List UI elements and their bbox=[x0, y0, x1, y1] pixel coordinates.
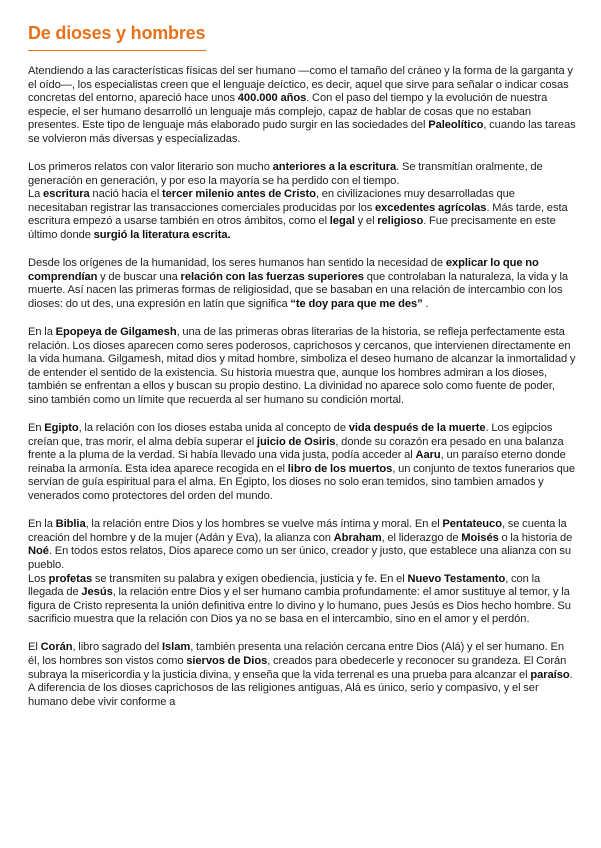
emphasis-text: profetas bbox=[48, 572, 93, 585]
document-page bbox=[28, 22, 576, 724]
emphasis-text: vida después de la muerte bbox=[348, 422, 486, 435]
emphasis-text: siervos de Dios bbox=[186, 654, 268, 667]
emphasis-text: tercer milenio antes de Cristo bbox=[162, 188, 316, 201]
title-underline bbox=[28, 50, 206, 51]
emphasis-text: paraíso bbox=[530, 668, 570, 681]
paragraph-religiosidad bbox=[28, 257, 576, 311]
document-body bbox=[28, 65, 576, 709]
emphasis-text: Paleolítico bbox=[428, 119, 484, 132]
emphasis-text: relación con las fuerzas superiores bbox=[180, 270, 364, 283]
body-text: se transmiten su palabra y exigen obediencia, justicia y fe. En el bbox=[92, 572, 408, 585]
body-text: , cuando las tareas se volvieron más diversas y especializadas. bbox=[28, 119, 576, 145]
body-text: Los primeros relatos con valor literario son mucho bbox=[28, 161, 273, 174]
paragraph-gilgamesh bbox=[28, 326, 576, 408]
body-text: , creados para obedecerle y reconocer su grandeza. El Corán subraya la misericordia y la justicia divina, y enseña que la vida terrenal es una prueba para alcanzar el bbox=[28, 654, 567, 681]
body-text: , la relación entre Dios y los hombres se vuelve más íntima y moral. En el bbox=[85, 518, 443, 531]
emphasis-text: Egipto bbox=[44, 422, 79, 435]
emphasis-text: excedentes agrícolas bbox=[375, 201, 487, 214]
paragraph-egipto bbox=[28, 422, 576, 504]
page-title: De dioses y hombres bbox=[28, 23, 206, 43]
emphasis-text: legal bbox=[329, 215, 355, 228]
emphasis-text: Jesús bbox=[81, 586, 113, 599]
body-text: En la bbox=[28, 518, 56, 531]
emphasis-text: Noé bbox=[28, 545, 49, 558]
emphasis-text: Epopeya de Gilgamesh bbox=[55, 326, 177, 338]
body-text: En bbox=[28, 422, 45, 435]
body-text: nació hacia el bbox=[89, 188, 162, 201]
emphasis-text: explicar lo que no comprendían bbox=[28, 257, 539, 283]
paragraph-escritura bbox=[28, 161, 576, 243]
body-text: , donde su corazón era pesado en una balanza frente a la pluma de la verdad. Si había llevado una vida justa, podía acceder al bbox=[28, 435, 564, 462]
body-text: . Con el paso del tiempo y la evolución de nuestra especie, el ser humano desarrolló un lenguaje más complejo, capaz de hablar de cosas que no estaban presentes. Este tipo de lenguaje más elaborado pudo surgir en las sociedades del bbox=[28, 92, 548, 132]
body-text: Desde los orígenes de la humanidad, los seres humanos han sentido la necesidad de bbox=[28, 257, 446, 270]
body-text: , la relación entre Dios y el ser humano cambia profundamente: el amor sustituye al temor, y la figura de Cristo representa la unión definitiva entre lo divino y lo humano, pues Jesús es Dios hecho hombre. Su sacrificio muestra que la relación con Dios ya no se basa en el intercambio, sino en el amor y el perdón. bbox=[28, 586, 571, 626]
emphasis-text: Pentateuco bbox=[442, 518, 502, 531]
emphasis-text: juicio de Osiris bbox=[256, 435, 336, 448]
emphasis-text: Islam bbox=[161, 641, 191, 654]
body-text: , también presenta una relación cercana entre Dios (Alá) y el ser humano. En él, los hombres son vistos como bbox=[28, 641, 564, 667]
body-text: . A diferencia de los dioses caprichosos de las religiones antiguas, Alá es único, serio y compasivo, y el ser humano debe vivir conforme a bbox=[28, 668, 573, 708]
body-text: , un paraíso eterno donde reinaba la armonía. Esta idea aparece recogida en el bbox=[28, 449, 566, 475]
emphasis-text: Corán bbox=[40, 641, 73, 654]
body-text: , con la llegada de bbox=[28, 572, 541, 599]
emphasis-text: surgió la literatura escrita. bbox=[93, 229, 231, 242]
emphasis-text: Biblia bbox=[55, 518, 86, 531]
emphasis-text: Abraham bbox=[333, 531, 382, 544]
body-text: , el liderazgo de bbox=[381, 531, 462, 544]
body-text: y de buscar una bbox=[97, 270, 181, 283]
emphasis-text: libro de los muertos bbox=[287, 462, 393, 475]
body-text: . Fue precisamente en este último donde bbox=[28, 215, 556, 242]
emphasis-text: “te doy para que me des” bbox=[290, 297, 423, 310]
body-text: . Los egipcios creían que, tras morir, el alma debía superar el bbox=[28, 422, 553, 448]
body-text: . Más tarde, esta escritura empezó a usarse también en otros ámbitos, como el bbox=[28, 201, 568, 228]
emphasis-text: religioso bbox=[377, 215, 424, 228]
body-text: que controlaban la naturaleza, la vida y la muerte. Así nacen las primeras formas de religiosidad, que se basaban en una relación de intercambio con los dioses: do ut des, una expresión en latín que significa bbox=[28, 270, 569, 310]
body-text: , en civilizaciones muy desarrolladas que necesitaban registrar las transacciones comerciales producidas por los bbox=[28, 188, 515, 214]
body-text: , una de las primeras obras literarias de la historia, se refleja perfectamente esta relación. Los dioses aparecen como seres poderosos, caprichosos y cercanos, que intervienen directamente en la vida humana. Gilgamesh, mitad dios y mitad hombre, simboliza el deseo humano de alcanzar la inmortalidad y de entender el sentido de la existencia. Su historia muestra que, aunque los hombres admiran a los dioses, también se enfrentan a ellos y buscan su propio destino. La divinidad no aparece solo como fuente de poder, sino también como un límite que recuerda al ser humano su condición mortal. bbox=[28, 326, 576, 406]
body-text: Atendiendo a las características físicas del ser humano —como el tamaño del cráneo y la forma de la garganta y el oído—, los especialistas creen que el lenguaje deíctico, es decir, aquel que sirve para señalar o indicar cosas concretas del entorno, apareció hace unos bbox=[28, 65, 573, 105]
body-text: En la bbox=[28, 326, 56, 338]
body-text: . Se transmitían oralmente, de generación en generación, y por eso la mayoría se ha perdido con el tiempo. bbox=[28, 161, 543, 187]
body-text: , se cuenta la creación del hombre y de la mujer (Adán y Eva), la alianza con bbox=[28, 518, 567, 544]
body-text: El bbox=[28, 641, 41, 654]
emphasis-text: Moisés bbox=[461, 531, 499, 544]
body-text: o la historia de bbox=[498, 531, 573, 544]
emphasis-text: anteriores a la escritura bbox=[272, 161, 397, 174]
paragraph-biblia bbox=[28, 518, 576, 627]
emphasis-text: Nuevo Testamento bbox=[407, 572, 506, 585]
body-text: , un conjunto de textos funerarios que servían de guía espiritual para el alma. En Egipto, los dioses no solo eran temidos, sino tambien amados y venerados como protectores del orden del mundo. bbox=[28, 462, 576, 503]
body-text: . bbox=[422, 297, 429, 310]
body-text: y el bbox=[354, 215, 378, 228]
emphasis-text: 400.000 años bbox=[237, 92, 307, 105]
body-text: . En todos estos relatos, Dios aparece como un ser único, creador y justo, que establece una alianza con su pueblo. bbox=[28, 545, 572, 571]
emphasis-text: Aaru bbox=[415, 449, 441, 462]
paragraph-origen-lenguaje bbox=[28, 65, 576, 147]
body-text: Los bbox=[28, 572, 49, 585]
emphasis-text: escritura bbox=[43, 188, 90, 201]
paragraph-coran bbox=[28, 641, 576, 709]
body-text: La bbox=[28, 188, 44, 201]
body-text: , libro sagrado del bbox=[72, 641, 162, 654]
body-text: , la relación con los dioses estaba unida al concepto de bbox=[78, 422, 349, 435]
